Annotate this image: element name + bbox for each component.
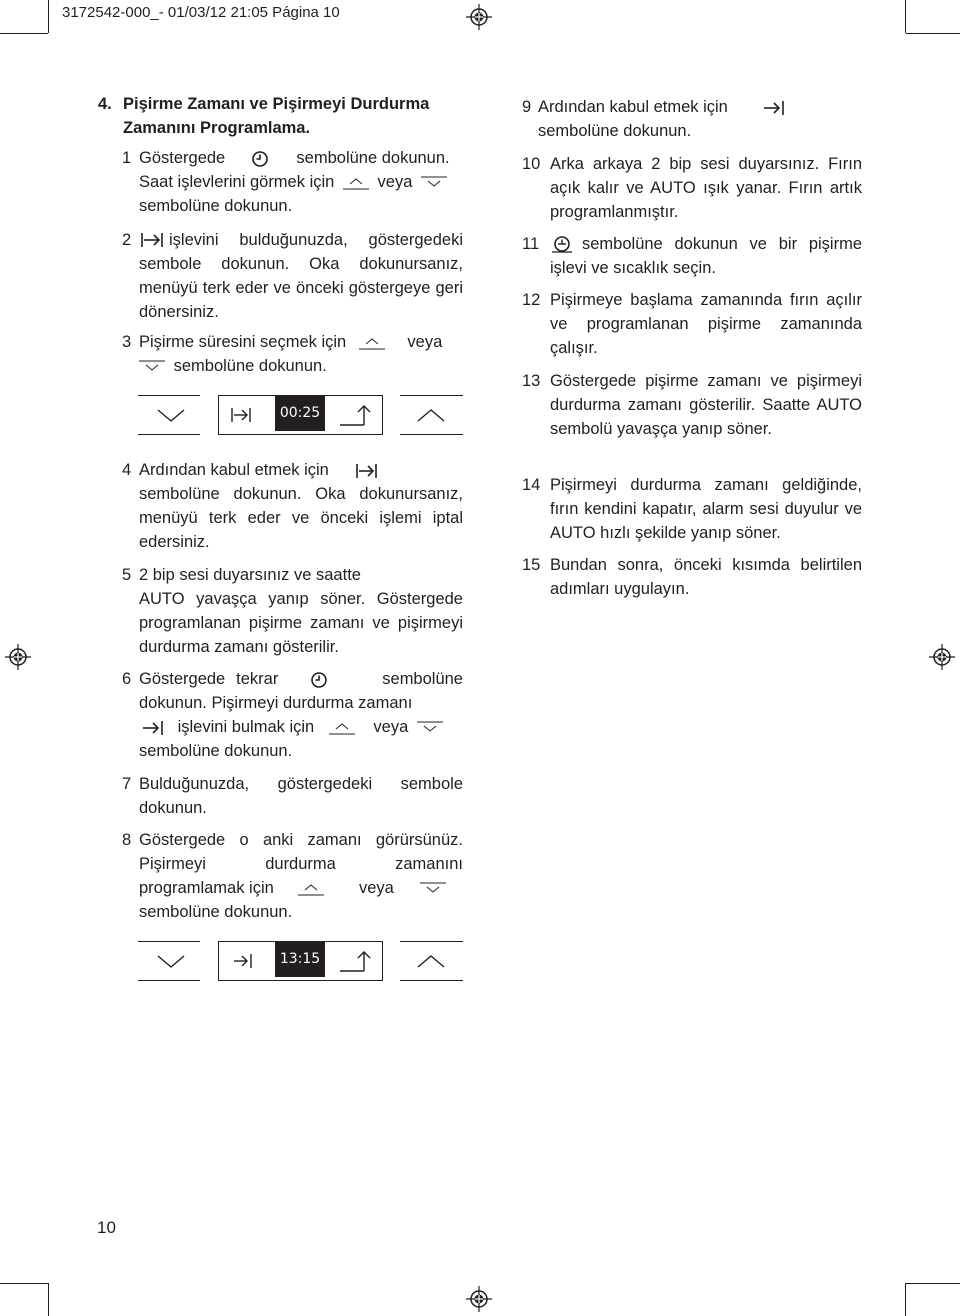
step-number: 9 [522,98,532,116]
clock-icon [248,150,272,168]
arrow-down-button[interactable] [156,953,186,969]
section-number: 4. [98,95,112,113]
crop-mark [0,33,48,34]
crop-mark [48,0,49,33]
display-screen: 00:25 [275,395,325,431]
auto-label: AUTO [816,396,862,414]
step-number: 13 [522,372,541,390]
step-number: 7 [122,775,132,793]
arrow-up-icon [359,335,385,351]
crop-mark [905,0,906,33]
clock-icon [307,671,331,689]
start-button[interactable] [338,949,374,973]
step-14: 14 Pişirmeyi durdurma zamanı geldiğinde, fırın kendini kapatır, alarm sesi duyulur ve AUTO hızlı şekilde yanıp söner. [522,473,862,545]
arrow-up-button[interactable] [416,407,446,423]
step-number: 5 [122,566,132,584]
end-time-icon [762,99,786,117]
registration-mark-icon [466,4,492,30]
step-number: 3 [122,333,132,351]
end-time-button[interactable] [230,406,252,424]
step-number: 10 [522,155,541,173]
auto-label: AUTO [550,524,596,542]
step-number: 6 [122,670,132,688]
display-screen: 13:15 [275,941,325,977]
step-number: 14 [522,476,541,494]
end-time-icon [355,462,379,480]
step-3: 3 Pişirme süresini seçmek için veya sembolüne dokunun. [122,330,463,378]
auto-label: AUTO [650,179,696,197]
step-5: 5 2 bip sesi duyarsınız ve saatte AUTO yavaşça yanıp söner. Göstergede programlanan pişirme zamanı ve pişirmeyi durdurma zamanı gösterilir. [122,563,463,659]
crop-mark [48,1283,49,1316]
step-12: 12 Pişirmeye başlama zamanında fırın açılır ve programlanan pişirme zamanında çalışır. [522,288,862,360]
step-number: 12 [522,291,541,309]
arrow-down-icon [139,359,165,375]
print-header: 3172542-000_- 01/03/12 21:05 Página 10 [62,4,340,21]
clock-function-icon [550,235,574,253]
control-panel-2 [138,939,463,987]
crop-mark [906,33,960,34]
step-7: 7 Bulduğunuzda, göstergedeki sembole dokunun. [122,772,463,820]
step-13: 13 Göstergede pişirme zamanı ve pişirmeyi durdurma zamanı gösterilir. Saatte AUTO sembolü yavaşça yanıp söner. [522,369,862,441]
arrow-down-button[interactable] [156,407,186,423]
step-9: 9 Ardından kabul etmek için sembolüne dokunun. [522,95,862,143]
arrow-up-icon [329,720,355,736]
arrow-down-icon [417,720,443,736]
step-15: 15 Bundan sonra, önceki kısımda belirtilen adımları uygulayın. [522,553,862,601]
crop-mark [905,1283,906,1316]
page-number: 10 [97,1218,116,1237]
registration-mark-icon [466,1286,492,1312]
step-1: 1 Göstergede sembolüne dokunun. Saat işlevlerini görmek için veya sembolüne dokunun. [122,146,463,218]
step-number: 2 [122,231,132,249]
crop-mark [0,1283,48,1284]
step-number: 1 [122,149,132,167]
arrow-up-button[interactable] [416,953,446,969]
auto-label: AUTO [139,590,185,608]
end-time-icon [139,231,165,249]
control-panel-1 [138,393,463,441]
section-title-text: Pişirme Zamanı ve Pişirmeyi Durdurma Zamanını Programlama. [123,95,430,137]
step-11: 11 sembolüne dokunun ve bir pişirme işlevi ve sıcaklık seçin. [522,232,862,280]
step-4: 4 Ardından kabul etmek için sembolüne dokunun. Oka dokunursanız, menüyü terk eder ve önceki işlemi iptal edersiniz. [122,458,463,554]
registration-mark-icon [929,644,955,670]
end-time-button[interactable] [232,952,254,970]
end-time-icon [141,719,165,737]
crop-mark [906,1283,960,1284]
arrow-down-icon [420,881,446,897]
step-6: 6 Göstergede tekrar sembolüne dokunun. Pişirmeyi durdurma zamanı işlevini bulmak için veya sembolüne dokunun. [122,667,463,763]
step-number: 4 [122,461,132,479]
step-number: 8 [122,831,132,849]
step-10: 10 Arka arkaya 2 bip sesi duyarsınız. Fırın açık kalır ve AUTO ışık yanar. Fırın artık programlanmıştır. [522,152,862,224]
step-8: 8 Göstergede o anki zamanı görürsünüz. Pişirmeyi durdurma zamanını programlamak için veya sembolüne dokunun. [122,828,463,924]
step-number: 15 [522,556,541,574]
start-button[interactable] [338,403,374,427]
arrow-up-icon [298,881,324,897]
arrow-up-icon [343,175,369,191]
step-number: 11 [522,235,540,253]
step-2: 2 işlevini bulduğunuzda, göstergedeki sembole dokunun. Oka dokunursanız, menüyü terk eder ve önceki göstergeye geri dönersiniz. [122,228,463,324]
arrow-down-icon [421,175,447,191]
registration-mark-icon [5,644,31,670]
